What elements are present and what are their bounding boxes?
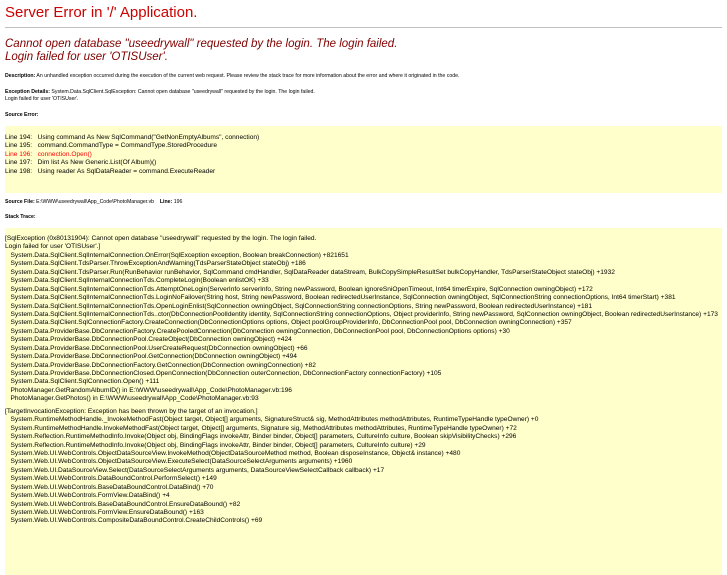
- page-title: Server Error in '/' Application.: [5, 4, 722, 28]
- stack-trace-line: System.Web.UI.WebControls.FormView.EnsureDataBound() +163: [5, 509, 204, 516]
- stack-trace-line: System.Reflection.RuntimeMethodInfo.Invoke(Object obj, BindingFlags invokeAttr, Binder binder, Object[] parameters, CultureInfo culture) +29: [5, 441, 426, 449]
- error-summary-line1: Cannot open database "useedrywall" requested by the login. The login failed.: [5, 38, 398, 50]
- stack-trace-line: System.Data.SqlClient.SqlConnectionFactory.CreateConnection(DbConnectionOptions options, Object poolGroupProviderInfo, DbConnectionPool pool, DbConnection owningConnection) +357: [5, 319, 572, 327]
- stack-trace-line: System.Data.SqlClient.SqlInternalConnectionTds..ctor(DbConnectionPoolIdentity identity, SqlConnectionString connectionOptions, Object providerInfo, String newPassword, SqlConnection owningObject, Boolean redirectedUserInstance) +173: [5, 310, 718, 318]
- stack-trace-label: Stack Trace:: [5, 214, 36, 220]
- description-label: Description:: [5, 73, 36, 79]
- source-file-label: Source File:: [5, 199, 35, 205]
- description-text: An unhandled exception occurred during the execution of the current web request. Please review the stack trace for more information about the error and where it originated in the code.: [35, 73, 460, 79]
- stack-trace-line: [TargetInvocationException: Exception has been thrown by the target of an invocation.]: [5, 407, 258, 415]
- source-line-value: 196: [172, 199, 183, 205]
- source-line: Line 195: command.CommandType = CommandType.StoredProcedure: [5, 142, 218, 150]
- stack-trace-line: System.Data.ProviderBase.DbConnectionPool.CreateObject(DbConnection owningObject) +424: [5, 336, 292, 344]
- stack-trace-line: System.Web.UI.WebControls.CompositeDataBoundControl.CreateChildControls() +69: [5, 517, 263, 525]
- source-error-box: [5, 126, 722, 193]
- source-line-error: Line 196: connection.Open(): [5, 150, 92, 158]
- stack-trace-line: System.Web.UI.WebControls.BaseDataBoundControl.EnsureDataBound() +82: [5, 500, 241, 508]
- stack-trace-line: System.Web.UI.WebControls.ObjectDataSourceView.ExecuteSelect(DataSourceSelectArguments arguments) +1960: [5, 458, 353, 466]
- stack-trace-line: System.Data.ProviderBase.DbConnectionFactory.GetConnection(DbConnection owningConnection) +82: [5, 361, 316, 369]
- stack-trace-line: System.Data.ProviderBase.DbConnectionClosed.OpenConnection(DbConnection outerConnection, DbConnectionFactory connectionFactory) +105: [5, 370, 442, 377]
- source-line: Line 197: Dim list As New Generic.List(Of Album)(): [5, 159, 157, 167]
- stack-trace-line: System.Data.SqlClient.TdsParser.Run(RunBehavior runBehavior, SqlCommand cmdHandler, SqlDataReader dataStream, BulkCopySimpleResultSet bulkCopyHandler, TdsParserStateObject stateObj) +1932: [5, 268, 615, 276]
- source-file-path: E:\WWW\useedrywall\App_Code\PhotoManager.vb: [34, 199, 155, 205]
- stack-trace-line: System.Data.ProviderBase.DbConnectionPool.GetConnection(DbConnection owningObject) +494: [5, 353, 297, 361]
- exception-details-text-line2: Login failed for user 'OTISUser'.: [5, 96, 79, 102]
- stack-trace-line: Login failed for user 'OTISUser'.]: [5, 243, 101, 251]
- stack-trace-line: System.Web.UI.WebControls.DataBoundControl.PerformSelect() +149: [5, 475, 217, 483]
- stack-trace-line: System.Data.SqlClient.SqlInternalConnectionTds.OpenLoginEnlist(SqlConnection owningObject, SqlConnectionString connectionOptions, String newPassword, Boolean redirectedUserInstance) +181: [5, 302, 592, 310]
- stack-trace-line: System.Data.SqlClient.SqlInternalConnectionTds.AttemptOneLogin(ServerInfo serverInfo, String newPassword, Boolean ignoreSniOpenTimeout, Int64 timerExpire, SqlConnection owningObject) +172: [5, 285, 593, 293]
- stack-trace-line: System.Data.ProviderBase.DbConnectionPool.UserCreateRequest(DbConnection owningObject) +66: [5, 344, 308, 352]
- stack-trace-line: System.Web.UI.DataSourceView.Select(DataSourceSelectArguments arguments, DataSourceViewSelectCallback callback) +17: [5, 466, 385, 474]
- source-line: Line 198: Using reader As SqlDataReader = command.ExecuteReader: [5, 167, 216, 175]
- exception-details-label: Exception Details:: [5, 89, 50, 95]
- source-line: Line 194: Using command As New SqlCommand("GetNonEmptyAlbums", connection): [5, 134, 260, 141]
- source-file-section: [5, 199, 722, 206]
- error-summary: [5, 38, 722, 64]
- stack-trace-line: System.Web.UI.WebControls.BaseDataBoundControl.DataBind() +70: [5, 483, 214, 491]
- error-summary-line2: Login failed for user 'OTISUser'.: [5, 51, 168, 63]
- stack-trace-line: System.Data.SqlClient.SqlInternalConnectionTds.LoginNoFailover(String host, String newPassword, Boolean redirectedUserInstance, SqlConnection owningObject, SqlConnectionString connectionOptions, Int64 timerStart) +381: [5, 294, 676, 302]
- stack-trace-line: System.RuntimeMethodHandle._InvokeMethodFast(Object target, Object[] arguments, SignatureStruct& sig, MethodAttributes methodAttributes, RuntimeTypeHandle typeOwner) +0: [5, 416, 539, 424]
- description-section: [5, 73, 722, 80]
- stack-trace-line: PhotoManager.GetPhotos() in E:\WWW\useedrywall\App_Code\PhotoManager.vb:93: [5, 395, 259, 403]
- stack-trace-line: System.Web.UI.WebControls.FormView.DataBind() +4: [5, 492, 170, 500]
- source-error-label: Source Error:: [5, 112, 39, 118]
- source-line-label: Line:: [159, 199, 173, 205]
- stack-trace-line: System.Data.SqlClient.TdsParser.ThrowExceptionAndWarning(TdsParserStateObject stateObj) +186: [5, 260, 306, 268]
- stack-trace-line: System.Data.ProviderBase.DbConnectionFactory.CreatePooledConnection(DbConnection owningConnection, DbConnectionPool pool, DbConnectionOptions options) +30: [5, 327, 510, 335]
- stack-trace-line: PhotoManager.GetRandomAlbumID() in E:\WWW\useedrywall\App_Code\PhotoManager.vb:196: [5, 386, 292, 394]
- stack-trace-line: System.Data.SqlClient.SqlInternalConnectionTds.CompleteLogin(Boolean enlistOK) +33: [5, 277, 269, 285]
- stack-trace-line: System.Data.SqlClient.SqlConnection.Open() +111: [5, 378, 160, 386]
- exception-details-section: [5, 89, 722, 103]
- stack-trace-line: System.Reflection.RuntimeMethodInfo.Invoke(Object obj, BindingFlags invokeAttr, Binder binder, Object[] parameters, CultureInfo culture, Boolean skipVisibilityChecks) +296: [5, 433, 517, 441]
- stack-trace-line: System.Data.SqlClient.SqlInternalConnection.OnError(SqlException exception, Boolean breakConnection) +821651: [5, 251, 349, 259]
- exception-details-text: System.Data.SqlClient.SqlException: Cannot open database "useedrywall" requested by the login. The login failed.: [49, 89, 315, 95]
- stack-trace-line: [SqlException (0x80131904): Cannot open database "useedrywall" requested by the login. The login failed.: [5, 235, 317, 242]
- stack-trace-box: [5, 228, 722, 575]
- stack-trace-line: System.Web.UI.WebControls.ObjectDataSourceView.InvokeMethod(ObjectDataSourceMethod method, Boolean disposeInstance, Object& instance) +480: [5, 449, 461, 457]
- stack-trace-line: System.RuntimeMethodHandle.InvokeMethodFast(Object target, Object[] arguments, Signature sig, MethodAttributes methodAttributes, RuntimeTypeHandle typeOwner) +72: [5, 424, 517, 432]
